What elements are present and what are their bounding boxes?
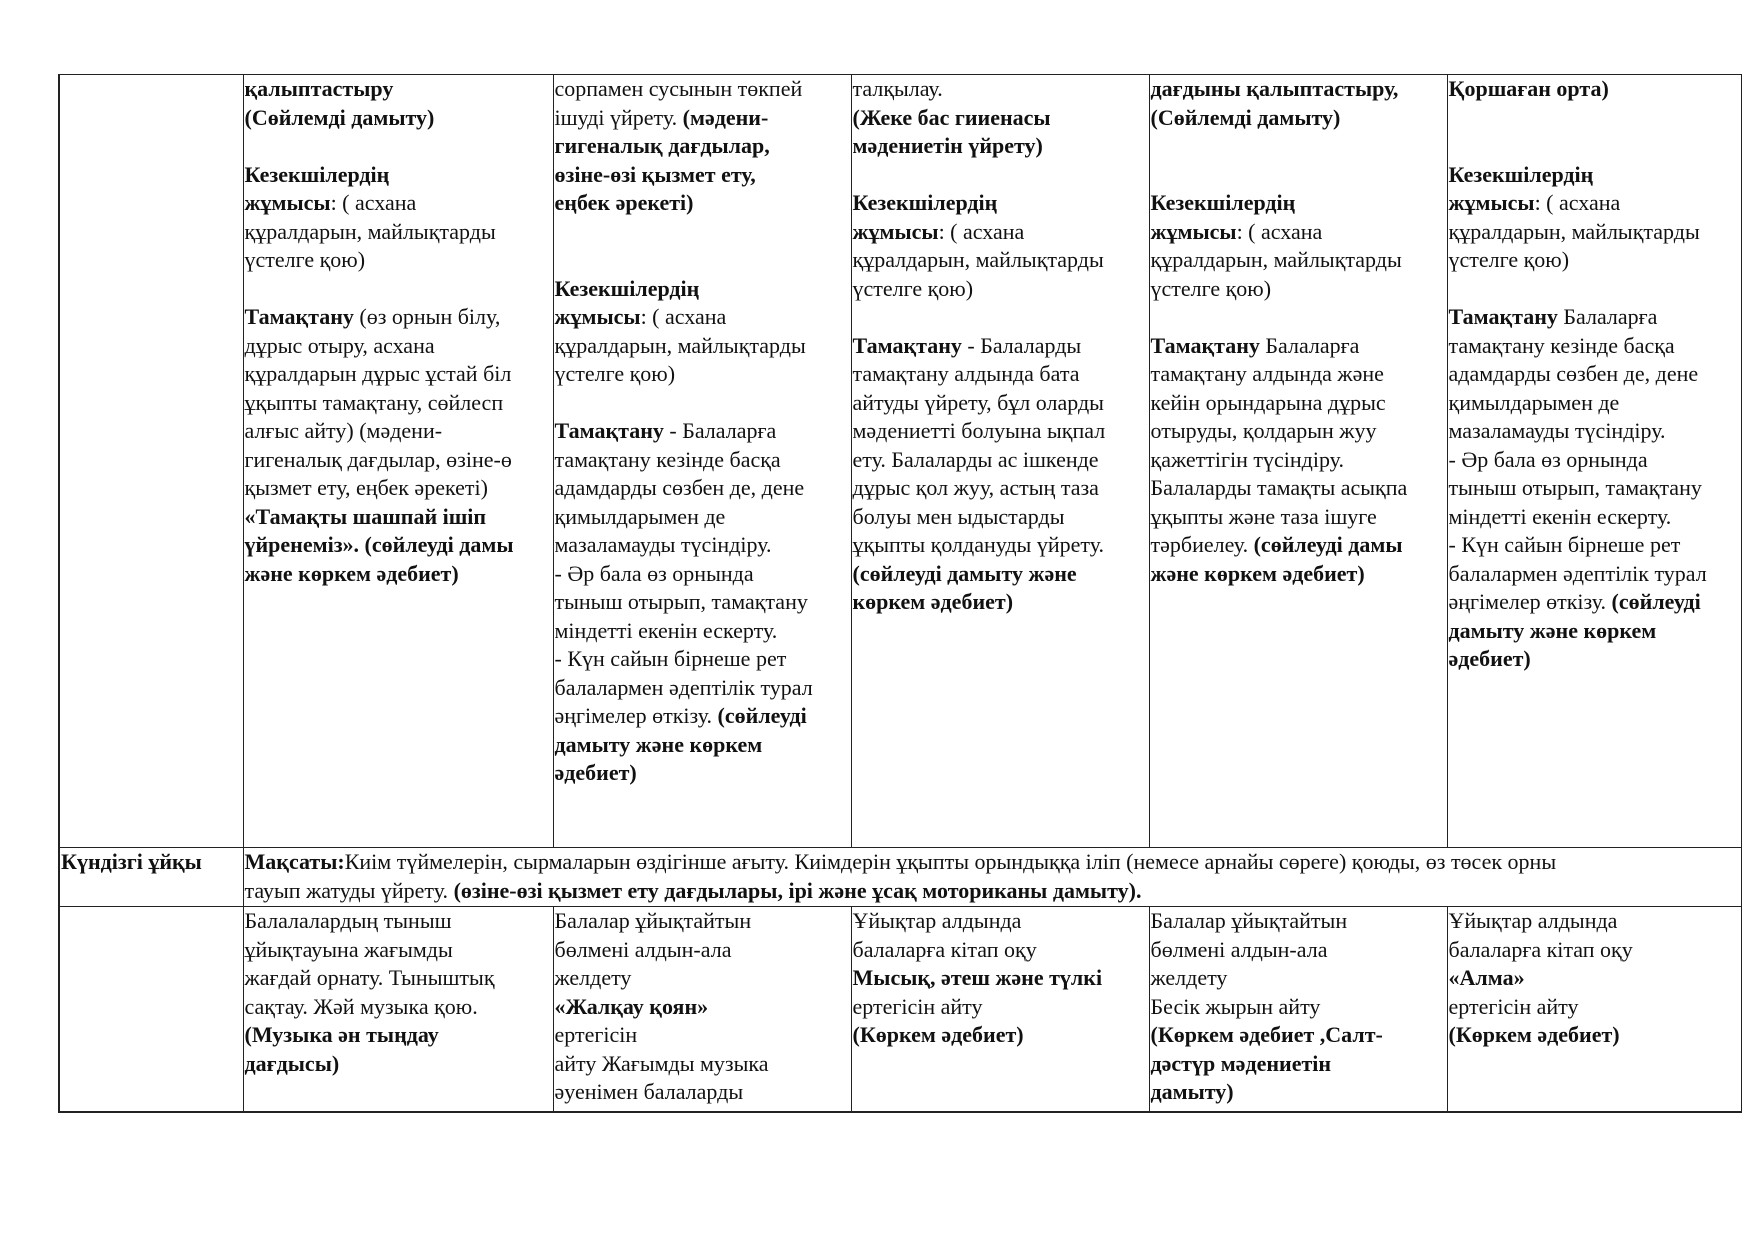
cell-tuesday bbox=[553, 907, 851, 1113]
meal-bold: (сөйлеуді дамы bbox=[1253, 532, 1403, 557]
cell-monday bbox=[243, 75, 553, 848]
daily-plan-table bbox=[58, 74, 1742, 1113]
meal-bold: көркем әдебиет) bbox=[852, 589, 1014, 614]
meal-text: қажеттігін түсіндіру. bbox=[1150, 446, 1344, 472]
cell-text: балаларға кітап оқу bbox=[852, 936, 1037, 962]
meal-text: қимылдарымен де bbox=[1448, 389, 1620, 415]
meal-text: - Әр бала өз орнында bbox=[1448, 446, 1648, 472]
quote-text: «Тамақты шашпай ішіп bbox=[244, 503, 487, 529]
cell-text: Ұйықтар алдында bbox=[852, 908, 1022, 933]
duty-text: үстелге қою) bbox=[1150, 275, 1272, 301]
row-label-cell bbox=[59, 848, 243, 907]
meal-text: Балаларға bbox=[1259, 332, 1360, 358]
cell-text: гигеналық дағдылар, bbox=[554, 133, 770, 158]
meal-title: Тамақтану bbox=[1448, 304, 1558, 329]
meal-text: адамдарды сөзбен де, дене bbox=[554, 475, 805, 500]
cell-text: мәдениетін үйрету) bbox=[852, 133, 1043, 158]
meal-text: тамақтану кезінде басқа bbox=[1448, 332, 1675, 358]
cell-friday bbox=[1447, 907, 1741, 1113]
cell-bold: дағдысы) bbox=[244, 1050, 340, 1076]
goal-text: Киім түймелерін, сырмаларын өздігінше ағыту. Киімдерін ұқыпты орындыққа іліп (немесе арнайы сөреге) қоюды, өз төсек орны bbox=[344, 849, 1557, 874]
cell-text: Балалар ұйықтайтын bbox=[1150, 908, 1348, 933]
meal-text: тамақтану кезінде басқа bbox=[554, 446, 781, 472]
duty-title: жұмысы bbox=[852, 218, 939, 244]
meal-text: құралдарын дұрыс ұстай біл bbox=[244, 361, 512, 386]
duty-text: : ( асхана bbox=[1534, 190, 1621, 215]
meal-bold: (сөйлеуді дамыту және bbox=[852, 560, 1077, 586]
duty-title: Кезекшілердің bbox=[1448, 161, 1594, 187]
duty-text: құралдарын, майлықтарды bbox=[1448, 218, 1700, 244]
cell-thursday bbox=[1149, 75, 1447, 848]
duty-text: : ( асхана bbox=[330, 190, 417, 215]
cell-text: Бесік жырын айту bbox=[1150, 993, 1321, 1019]
cell-bold: Мысық, әтеш және түлкі bbox=[852, 965, 1103, 990]
meal-text: алғыс айту) (мәдени- bbox=[244, 418, 443, 443]
meal-text: - Күн сайын бірнеше рет bbox=[1448, 532, 1681, 557]
meal-text: айтуды үйрету, бұл оларды bbox=[852, 389, 1104, 415]
meal-text: міндетті екенін ескерту. bbox=[554, 617, 778, 643]
meal-text: ұқыпты тамақтану, сөйлесп bbox=[244, 389, 504, 415]
duty-text: : ( асхана bbox=[1236, 218, 1323, 244]
cell-text: (Жеке бас гииенасы bbox=[852, 104, 1051, 130]
cell-text: өзіне-өзі қызмет ету, bbox=[554, 161, 756, 187]
cell-text: сақтау. Жәй музыка қою. bbox=[244, 993, 478, 1019]
goal-bold: (өзіне-өзі қызмет ету дағдылары, ірі және ұсақ моториканы дамыту). bbox=[453, 877, 1142, 903]
meal-text: кейін орындарына дұрыс bbox=[1150, 389, 1386, 415]
meal-bold: дамыту және көркем bbox=[1448, 617, 1657, 643]
meal-text: - Балаларды bbox=[961, 332, 1082, 358]
cell-text: бөлмені алдын-ала bbox=[1150, 936, 1328, 962]
cell-text: сорпамен сусынын төкпей bbox=[554, 76, 803, 101]
meal-text: Балаларды тамақты асықпа bbox=[1150, 475, 1408, 500]
cell-bold: «Жалқау қоян» bbox=[554, 993, 709, 1019]
cell-bold: дәстүр мәдениетін bbox=[1150, 1050, 1332, 1076]
cell-text: Балалалардың тыныш bbox=[244, 908, 452, 933]
cell-text: айту Жағымды музыка bbox=[554, 1050, 769, 1076]
cell-tuesday bbox=[553, 75, 851, 848]
cell-text: ертегісін айту bbox=[852, 993, 983, 1019]
quote-text: және көркем әдебиет) bbox=[244, 560, 459, 586]
row-label-nap: Күндізгі ұйқы bbox=[61, 849, 202, 874]
cell-monday bbox=[243, 907, 553, 1113]
cell-text: (мәдени- bbox=[682, 104, 769, 130]
cell-text: балаларға кітап оқу bbox=[1448, 936, 1633, 962]
meal-text: мазаламауды түсіндіру. bbox=[1448, 418, 1666, 443]
meal-text: ұқыпты қолдануды үйрету. bbox=[852, 532, 1104, 557]
duty-title: Кезекшілердің bbox=[554, 275, 700, 301]
meal-text: әңгімелер өткізу. bbox=[1448, 589, 1612, 614]
meal-text: гигеналық дағдылар, өзіне-ө bbox=[244, 446, 512, 472]
duty-title: жұмысы bbox=[1150, 218, 1237, 244]
meal-text: - Әр бала өз орнында bbox=[554, 560, 754, 586]
meal-text: балалармен әдептілік турал bbox=[1448, 560, 1707, 586]
duty-title: жұмысы bbox=[554, 304, 641, 329]
meal-bold: әдебиет) bbox=[1448, 646, 1531, 671]
meal-text: тамақтану алдында бата bbox=[852, 361, 1080, 386]
cell-text: талқылау. bbox=[852, 76, 943, 101]
cell-text: ұйықтауына жағымды bbox=[244, 936, 453, 962]
meal-text: әңгімелер өткізу. bbox=[554, 703, 718, 728]
cell-friday bbox=[1447, 75, 1741, 848]
cell-text: әуенімен балаларды bbox=[554, 1079, 744, 1104]
duty-title: Кезекшілердің bbox=[852, 190, 998, 215]
cell-bold: дамыту) bbox=[1150, 1079, 1234, 1104]
meal-text: міндетті екенін ескерту. bbox=[1448, 503, 1672, 529]
meal-text: ету. Балаларды ас ішкенде bbox=[852, 446, 1099, 472]
cell-text: қалыптастыру bbox=[244, 76, 394, 101]
row-label-cell bbox=[59, 75, 243, 848]
cell-text: жағдай орнату. Тыныштық bbox=[244, 965, 495, 990]
meal-text: қызмет ету, еңбек әрекеті) bbox=[244, 475, 488, 500]
meal-text: тамақтану алдында және bbox=[1150, 361, 1384, 386]
meal-text: адамдарды сөзбен де, дене bbox=[1448, 361, 1699, 386]
meal-bold: дамыту және көркем bbox=[554, 731, 763, 757]
meal-text: тәрбиелеу. bbox=[1150, 532, 1254, 557]
cell-text: желдету bbox=[1150, 965, 1228, 990]
meal-text: қимылдарымен де bbox=[554, 503, 726, 529]
cell-text: желдету bbox=[554, 965, 632, 990]
table-row-meal bbox=[59, 75, 1741, 848]
quote-text: үйренеміз». (сөйлеуді дамы bbox=[244, 532, 514, 557]
cell-text: (Сөйлемді дамыту) bbox=[1150, 104, 1341, 130]
cell-bold: (Көркем әдебиет ,Салт- bbox=[1150, 1022, 1383, 1047]
cell-text: ертегісін айту bbox=[1448, 993, 1579, 1019]
cell-thursday bbox=[1149, 907, 1447, 1113]
meal-text: - Күн сайын бірнеше рет bbox=[554, 646, 787, 671]
meal-text: - Балаларға bbox=[663, 418, 777, 443]
meal-text: Балаларға bbox=[1557, 304, 1658, 329]
meal-title: Тамақтану bbox=[1150, 332, 1260, 358]
cell-bold: «Алма» bbox=[1448, 965, 1525, 990]
meal-text: (өз орнын білу, bbox=[353, 304, 501, 329]
duty-title: жұмысы bbox=[244, 190, 331, 215]
cell-text: дағдыны қалыптастыру, bbox=[1150, 76, 1399, 101]
cell-text: еңбек әрекеті) bbox=[554, 190, 694, 215]
meal-text: тыныш отырып, тамақтану bbox=[1448, 475, 1702, 500]
meal-text: тыныш отырып, тамақтану bbox=[554, 589, 808, 614]
goal-text: тауып жатуды үйрету. bbox=[244, 877, 454, 903]
duty-text: үстелге қою) bbox=[1448, 247, 1570, 272]
duty-title: Кезекшілердің bbox=[1150, 190, 1296, 215]
cell-text: бөлмені алдын-ала bbox=[554, 936, 732, 962]
meal-title: Тамақтану bbox=[244, 304, 354, 329]
meal-title: Тамақтану bbox=[554, 418, 664, 443]
cell-text: Қоршаған орта) bbox=[1448, 76, 1609, 101]
duty-text: : ( асхана bbox=[640, 304, 727, 329]
cell-text: ертегісін bbox=[554, 1022, 638, 1047]
duty-text: үстелге қою) bbox=[244, 247, 366, 272]
duty-text: құралдарын, майлықтарды bbox=[852, 247, 1104, 272]
cell-text: Ұйықтар алдында bbox=[1448, 908, 1618, 933]
cell-text: ішуді үйрету. bbox=[554, 104, 683, 130]
duty-text: үстелге қою) bbox=[554, 361, 676, 386]
meal-text: отыруды, қолдарын жуу bbox=[1150, 418, 1377, 443]
meal-bold: және көркем әдебиет) bbox=[1150, 560, 1365, 586]
meal-bold: (сөйлеуді bbox=[717, 703, 807, 728]
row-label-cell bbox=[59, 907, 243, 1113]
meal-text: балалармен әдептілік турал bbox=[554, 674, 813, 700]
cell-wednesday bbox=[851, 907, 1149, 1113]
cell-bold: (Музыка ән тыңдау bbox=[244, 1022, 439, 1047]
duty-title: Кезекшілердің bbox=[244, 161, 390, 187]
duty-text: құралдарын, майлықтарды bbox=[1150, 247, 1402, 272]
cell-text: (Сөйлемді дамыту) bbox=[244, 104, 435, 130]
duty-text: құралдарын, майлықтарды bbox=[244, 218, 496, 244]
duty-title: жұмысы bbox=[1448, 190, 1535, 215]
meal-bold: әдебиет) bbox=[554, 760, 637, 785]
meal-text: мәдениетті болуына ықпал bbox=[852, 418, 1106, 443]
cell-bold: (Көркем әдебиет) bbox=[1448, 1022, 1620, 1047]
meal-text: ұқыпты және таза ішуге bbox=[1150, 503, 1377, 529]
meal-text: мазаламауды түсіндіру. bbox=[554, 532, 772, 557]
cell-text: Балалар ұйықтайтын bbox=[554, 908, 752, 933]
cell-bold: (Көркем әдебиет) bbox=[852, 1022, 1024, 1047]
duty-text: үстелге қою) bbox=[852, 275, 974, 301]
table-row-nap-goal bbox=[59, 848, 1741, 907]
cell-wednesday bbox=[851, 75, 1149, 848]
meal-title: Тамақтану bbox=[852, 332, 962, 358]
table-row-nap-activities bbox=[59, 907, 1741, 1113]
nap-goal-cell bbox=[243, 848, 1741, 907]
goal-title: Мақсаты: bbox=[244, 849, 345, 874]
meal-bold: (сөйлеуді bbox=[1611, 589, 1701, 614]
duty-text: құралдарын, майлықтарды bbox=[554, 332, 806, 358]
duty-text: : ( асхана bbox=[938, 218, 1025, 244]
meal-text: болуы мен ыдыстарды bbox=[852, 503, 1065, 529]
meal-text: дұрыс отыру, асхана bbox=[244, 332, 435, 358]
meal-text: дұрыс қол жуу, астың таза bbox=[852, 475, 1099, 500]
